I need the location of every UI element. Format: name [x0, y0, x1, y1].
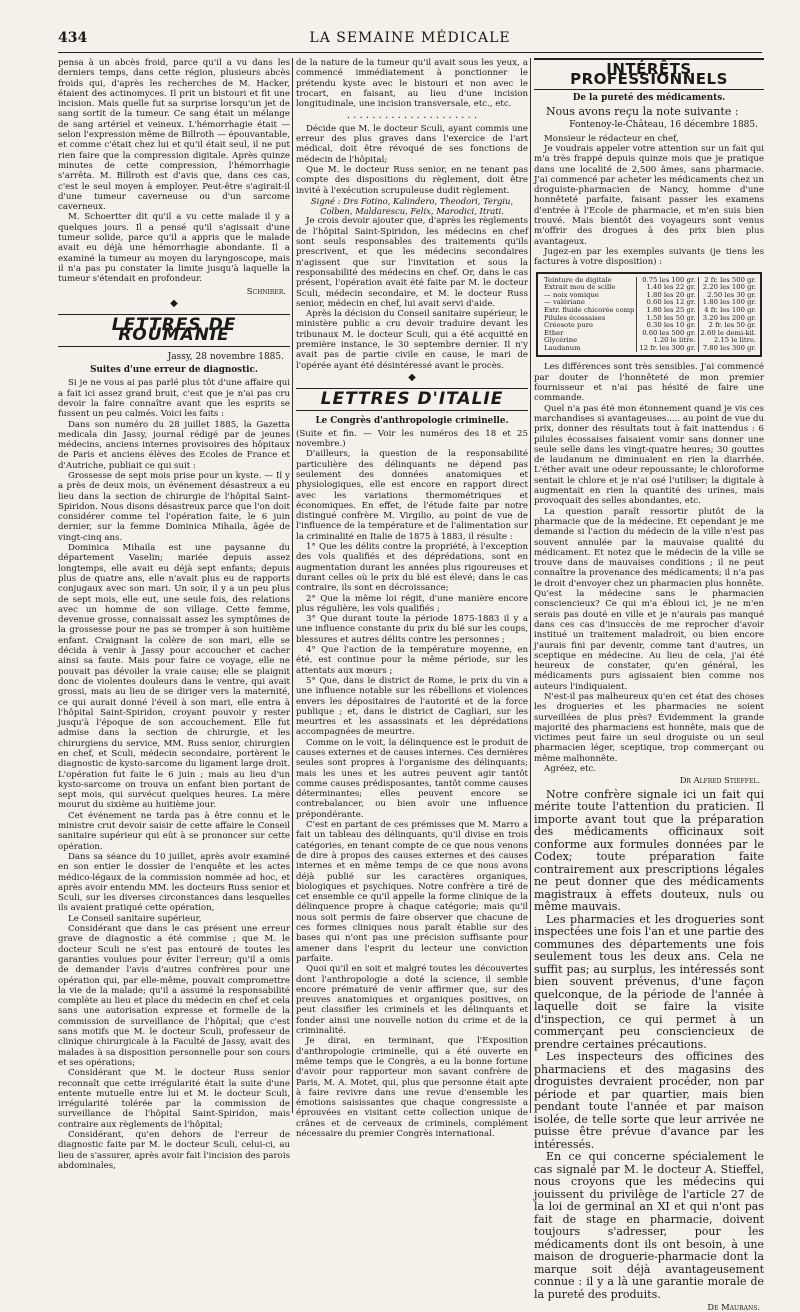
paragraph: Je voudrais appeler votre attention sur un fait qui m'a très frappé depuis quinze mois que je pratique dans une localité de 2,500 âmes, sans pharmacie. J'ai commencé par acheter les médicaments chez un droguiste-pharmacien de Nancy, homme d'une honnêteté parfaite, faisant passer les examens d'entrée à l'Ecole de pharmacie, et m'en suis bien trouvé. Mais bientôt des voyageurs sont venus m'offrir des drogues à des prix bien plus avantageux. — [534, 143, 764, 247]
column-separator — [530, 58, 531, 1113]
price-cell: 1.50 les 50 gr. — [637, 315, 698, 323]
column-2 — [296, 58, 528, 1139]
paragraph: N'est-il pas malheureux qu'en cet état des choses les drogueries et les pharmacies ne soient surveillées de plus près? Évidemment la grande majorité des pharmaciens est honnête, mais que de victimes peut faire un seul droguiste ou un seul pharmacien léger, sceptique, trop commerçant ou même malhonnête. — [534, 691, 764, 764]
price-cell: Laudanum — [542, 345, 637, 353]
paragraph: pensa à un abcès froid, parce qu'il a vu dans les derniers temps, dans cette région, plusieurs abcès froids qui, d'après les recherches de M. Hacker, étaient des actinomyces. Il prit un bistouri et fit une incision. Mais quelle fut sa surprise lorsqu'un jet de sang sortit de la tumeur. Ce sang était un mélange de sang artériel et veineux. L'hémorrhagie était — selon l'expression même de Billroth — épouvantable, et comme c'était chez lui et qu'il était seul, il ne put rien faire que la compression digitale. Après quinze minutes de cette compression, l'hémorrhagie s'arrêta. M. Billroth est d'avis que, dans ces cas, c'est le seul moyen à employer. Peut-être s'agirait-il d'une tumeur caverneuse ou d'un sarcome caverneux. — [58, 58, 290, 213]
divider-ornament: ◆ — [408, 371, 416, 383]
signature: De Maurans. — [707, 1302, 760, 1312]
price-cell: 4 fr. les 100 gr. — [704, 305, 757, 314]
price-table — [536, 272, 762, 358]
subheading: Suites d'une erreur de diagnostic. — [90, 365, 258, 376]
paragraph: Si je ne vous ai pas parlé plus tôt d'une affaire qui a fait ici assez grand bruit, c'est que je n'ai pas cru devoir la faire connaître avant que les esprits se fussent un peu calmés. Voici les faits : — [58, 378, 290, 420]
paragraph: Les inspecteurs des officines des pharmaciens et des magasins des droguistes devraient procéder, non par période et par quartier, mais bien pendant toute l'année et par maison isolée, de telle sorte que leur arrivée ne puisse être prévue d'avance par les intéressés. — [534, 1050, 764, 1151]
price-cell: 0.75 les 100 gr. — [637, 277, 698, 285]
price-cell: — noix vomique — [542, 292, 637, 300]
price-cell: 0.30 les 10 gr. — [637, 322, 698, 330]
paragraph: Que M. le docteur Russ senior, en ne tenant pas compte des dispositions du règlement, doit être invité à l'exécution scrupuleuse dudit règlement. — [296, 164, 528, 196]
paragraph: Nous avons reçu la note suivante : — [546, 104, 739, 118]
price-cell: Teinture de digitale — [542, 277, 637, 285]
section-title: LETTRES DE ROUMANIE — [111, 315, 237, 346]
price-cell: Glycérine — [542, 337, 637, 345]
price-cell: 1.40 les 22 gr. — [637, 284, 698, 292]
paragraph: Agréez, etc. — [544, 764, 597, 775]
column-separator — [292, 58, 293, 1113]
journal-title: LA SEMAINE MÉDICALE — [309, 30, 511, 46]
section-title: INTÉRÊTS PROFESSIONNELS — [534, 58, 764, 90]
paragraph: M. Schoertter dit qu'il a vu cette malade il y a quelques jours. Il a pensé qu'il s'agissait d'une tumeur solide, parce qu'il a appris que le malade avait eu déjà une hémorrhagie abondante. Il a examiné la tumeur au moyen du laryngoscope, mais il n'a pas pu constater la limite jusqu'à laquelle la tumeur s'étendait en profondeur. — [58, 212, 290, 285]
price-table-grid — [542, 277, 758, 353]
price-cell: Extr. fluide chicorée comp — [542, 307, 637, 315]
paragraph: Considérant que M. le docteur Russ senior reconnaît que cette irrégularité était la suite d'une entente mutuelle entre lui et M. le docteur Sculi, irrégularité tolérée par la commission de surveillance de l'hôpital Saint-Spiridon, mais contraire aux règlements de l'hôpital; — [58, 1068, 290, 1130]
paragraph: C'est en partant de ces prémisses que M. Marro a fait un tableau des délinquants, qu'il divise en trois catégories, en tenant compte de ce que nous venons de dire à propos des causes externes et des causes internes et en même temps de ce que nous avons déjà publié sur les caractères organiques, biologiques et psychiques. Notre confrère a tiré de cet ensemble ce qu'il appelle la forme clinique de la délinquence propre à chaque catégorie; mais qu'il nous soit permis de faire observer que chacune de ces formes cliniques nous paraît établie sur des bases qui n'ont pas une précision suffisante pour amener dans l'esprit du lecteur une conviction parfaite. — [296, 820, 528, 964]
price-cell: 1.80 les 25 gr. — [637, 307, 698, 315]
paragraph: Quoi qu'il en soit et malgré toutes les découvertes dont l'anthropologie a doté la science, il semble encore prématuré de venir affirmer que, sur des preuves anatomiques et organiques positives, on peut classifier les criminels et les délinquants et fonder ainsi une nouvelle notion du crime et de la criminalité. — [296, 964, 528, 1037]
price-cell: Ether — [542, 330, 637, 338]
paragraph: 3° Que durant toute la période 1875-1883 il y a une influence constante du prix du blé sur les coups, blessures et autres délits contre les personnes ; — [296, 614, 528, 645]
subheading: Le Congrès d'anthropologie criminelle. — [315, 415, 509, 426]
subheading: De la pureté des médicaments. — [572, 92, 726, 103]
price-cell: Créosote pure — [542, 322, 637, 330]
paragraph: Comme on le voit, la délinquence est le produit de causes externes et de causes internes. Ces dernières seules sont propres à l'organisme des délinquants; mais les unes et les autres peuvent agir tantôt comme causes prédisposantes, tantôt comme causes déterminantes; elles peuvent encore se contrebalancer, ou bien avoir une influence prépondérante. — [296, 737, 528, 820]
paragraph: 4° Que l'action de la température moyenne, en été, est continue pour la même période, sur les attentats aux mœurs ; — [296, 645, 528, 676]
price-cell: 2 fr. les 50 gr. — [708, 321, 757, 330]
paragraph: Grossesse de sept mois prise pour un kyste. — Il y a près de deux mois, un événement désastreux a eu lieu dans la section de chirurgie de l'hôpital Saint-Spiridon. Nous disons désastreux parce que l'on doit considérer comme tel l'opération faite, le 6 juin dernier, sur la femme Dominica Mihaila, âgée de vingt-cinq ans. — [58, 470, 290, 543]
signature: Schnirer. — [246, 285, 286, 296]
paragraph: 5° Que, dans le district de Rome, le prix du vin a une influence notable sur les rébellions et violences envers les dépositaires de l'autorité et de la force publique ; et, dans le district de Cagliari, sur les meurtres et les assassinats et les déprédations accompagnées de meurtre. — [296, 675, 528, 738]
signatories: Signé : Drs Fotino, Kalindero, Theodori, Tergiu, Colben, Maldarescu, Felix, Marodici, Itrati. — [310, 195, 514, 217]
paragraph: En ce qui concerne spécialement le cas signalé par M. le docteur A. Stieffel, nous croyons que les médecins qui jouissent du privilège de l'article 27 de la loi de germinal an XI et qui n'ont pas fait de stage en pharmacie, doivent toujours s'adresser, pour les médicaments dont ils ont besoin, à une maison de droguerie-pharmacie dont la marque soit déjà avantageusement connue : il y a là une garantie morale de la pureté des produits. — [534, 1150, 764, 1301]
paragraph: Les pharmacies et les drogueries sont inspectées une fois l'an et une partie des communes des départements une fois seulement tous les deux ans. Cela ne suffit pas; au surplus, les intéressés sont bien souvent prévenus, d'une façon quelconque, de la période de l'année à laquelle doit se faire la visite d'inspection, ce qui permet à un commerçant peu consciencieux de prendre certaines précautions. — [534, 912, 764, 1051]
price-cell: 1.20 le litre. — [637, 337, 698, 345]
paragraph: Notre confrère signale ici un fait qui mérite toute l'attention du praticien. Il importe avant tout que la préparation des médicaments officinaux soit conforme aux formules données par le Codex; toute préparation faite contrairement aux prescriptions légales ne peut donner que des médicaments magistraux à effets douteux, nuls ou même mauvais. — [534, 787, 764, 914]
paragraph: Les différences sont très sensibles. J'ai commencé par douter de l'honnêteté de mon premier fournisseur et n'ai pas hésité de faire une commande. — [534, 362, 764, 404]
dateline: Jassy, 28 novembre 1885. — [167, 351, 284, 362]
price-cell: 1.80 les 20 gr. — [637, 292, 698, 300]
dateline: Fontenoy-le-Château, 16 décembre 1885. — [569, 120, 758, 131]
paragraph: Le Conseil sanitaire supérieur, — [68, 913, 202, 924]
page-header — [58, 30, 762, 53]
paragraph: Décide que M. le docteur Sculi, ayant commis une erreur des plus graves dans l'exercice de l'art médical, doit être révoqué de ses fonctions de médecin de l'hôpital; — [296, 123, 528, 165]
price-cell: Pilules écossaises — [542, 315, 637, 323]
price-row — [542, 345, 758, 353]
paragraph: Considérant, qu'en dehors de l'erreur de diagnostic faite par M. le docteur Sculi, celui-ci, au lieu de s'assurer, après avoir fait l'incision des parois abdominales, — [58, 1129, 290, 1171]
price-cell: 2.60 le demi-kil. — [700, 328, 757, 337]
paragraph: Après la décision du Conseil sanitaire supérieur, le ministère public a cru devoir traduire devant les tribunaux M. le docteur Sculi, qui a été acquitté en première instance, le 30 septembre dernier. Il n'y avait pas de partie civile en cause, le mari de l'opérée ayant été désintéressé avant le procès. — [296, 309, 528, 371]
price-cell: 2 fr. les 500 gr. — [704, 275, 757, 284]
paragraph: Je dirai, en terminant, que l'Exposition d'anthropologie criminelle, qui a été ouverte en même temps que le Congrès, a eu la bonne fortune d'avoir pour rapporteur mon savant confrère de Paris, M. A. Motet, qui, plus que personne était apte à faire revivre dans une revue d'ensemble les émotions saisissantes que chaque congressiste a éprouvées en visitant cette collection unique de crânes et de cerveaux de criminels, complément nécessaire du premier Congrès international. — [296, 1036, 528, 1139]
paragraph: Quel n'a pas été mon étonnement quand je vis ces marchandises si avantageuses..... au point de vue du prix, donner des résultats tout à fait inattendus : 6 pilules écossaises faisaient vomir sans donner une seule selle dans les vingt-quatre heures; 30 gouttes de laudanum ne diminuaient en rien la diarrhée. L'éther avait une odeur repoussante; le chloroforme sentait le chlore et je n'ai osé l'utiliser; la digitale à augmentait en rien la quantité des urines, mais provoquait des selles abondantes, etc. — [534, 403, 764, 507]
price-cell: 0.60 les 500 gr. — [637, 330, 698, 338]
price-cell: 2.50 les 30 gr. — [707, 290, 757, 299]
divider-ornament: ◆ — [170, 297, 178, 309]
section-title: LETTRES D'ITALIE — [320, 389, 504, 410]
page-number: 434 — [58, 30, 88, 46]
price-cell: 2.20 les 100 gr. — [702, 283, 757, 292]
paragraph: 1° Que les délits contre la propriété, à l'exception des vols qualifiés et des déprédations, sont en augmentation durant les années plus rigoureuses et durant celles où le prix du blé est élevé; dans le cas contraire, ils sont en décroissance; — [296, 542, 528, 594]
dots-separator: . . . . . . . . . . . . . . . . . . . . . — [346, 110, 478, 122]
paragraph: Monsieur le rédacteur en chef, — [544, 133, 679, 144]
signature: Dr Alfred Stieffel. — [679, 775, 760, 786]
divider — [58, 346, 290, 347]
paragraph: Cet événement ne tarda pas à être connu et le ministre crut devoir saisir de cette affaire le Conseil sanitaire supérieur qui eût à se prononcer sur cette opération. — [58, 810, 290, 852]
paragraph: La question paraît ressortir plutôt de la pharmacie que de la médecine. Et cependant je me demande si l'action du médecin de la ville n'est pas souvent annulée par la mauvaise qualité du médicament. Et notez que le médecin de la ville se trouve dans de mauvaises conditions ; il ne peut connaître la provenance des médicaments; il n'a pas le droit d'envoyer chez un pharmacien plus honnête. Qu'est la médecine sans le pharmacien consciencieux? Ce qui m'a ébloui ici, je ne m'en serais pas douté en ville et je n'aurais pas manqué dans ces cas d'insuccès de me reprocher d'avoir institué un traitement maladroit, ou bien encore j'aurais fini par devenir, comme tant d'autres, un sceptique en médecine. Au lieu de cela, j'ai été heureux de constater, qu'en général, les médicaments purs agissaient bien comme nos auteurs l'indiquaient. — [534, 506, 764, 692]
continuation-note: (Suite et fin. — Voir les numéros des 18 et 25 novembre.) — [296, 428, 528, 450]
paragraph: Dominica Mihaila est une paysanne du département Vaselin; mariée depuis assez longtemps, elle avait eu déjà sept enfants; depuis plus de quatre ans, elle n'avait plus eu de rapports conjugaux avec son mari. Un soir, il y a un peu plus de sept mois, elle eut, une seule fois, des relations avec un homme de son village. Cette femme, devenue grosse, connaissait assez les symptômes de la grossesse pour ne pas se tromper à son huitième enfant. Craignant la colère de son mari, elle se décida à venir à Jassy pour accoucher et cacher ainsi sa faute. Mais pour faire ce voyage, elle ne pouvait pas dévoiler la vraie cause; elle se plaignit donc de violentes douleurs dans le ventre, qui avait grossi, mais au lieu de se diriger vers la maternité, ce qui aurait donné l'éveil à son mari, elle entra à l'hôpital Saint-Spiridon, croyant pouvoir y rester jusqu'à l'époque de son accouchement. Elle fut admise dans la section de chirurgie, et les chirurgiens du service, MM. Russ senior, chirurgien en chef, et Sculi, médecin secondaire, portèrent le diagnostic de kysto-sarcome du ligament large droit. L'opération fut faite le 6 juin ; mais au lieu d'un kysto-sarcome on trouva un enfant bien portant de sept mois, qui survécut quelques heures. La mère mourut du sixième au huitième jour. — [58, 543, 290, 811]
price-cell: — valériane — [542, 299, 637, 307]
paragraph: 2° Que la même loi régit, d'une manière encore plus régulière, les vols qualifiés ; — [296, 593, 528, 614]
divider — [296, 410, 528, 411]
paragraph: de la nature de la tumeur qu'il avait sous les yeux, a commencé immédiatement à ponctionner le prétendu kyste avec le bistouri et non avec le trocart, en faisant, au lieu d'une incision longitudinale, une incision transversale, etc., etc. — [296, 58, 528, 110]
paragraph: Je crois devoir ajouter que, d'après les règlements de l'hôpital Saint-Spiridon, les médecins en chef sont seuls responsables des traitements qu'ils prescrivent, et que les médecins secondaires n'agissent que sur l'invitation et sous la responsabilité des médecins en chef. Or, dans le cas présent, l'opération avait été faite par M. le docteur Sculi, médecin secondaire, et M. le docteur Russ senior, médecin en chef, lui avait servi d'aide. — [296, 216, 528, 309]
paragraph: Considérant que dans le cas présent une erreur grave de diagnostic a été commise ; que M. le docteur Sculi ne s'est pas entouré de toutes les garanties voulues pour éviter l'erreur; qu'il a omis de demander l'avis d'autres confrères pour une opération qui, par elle-même, pouvait compromettre la vie de la malade; qu'il a assumé la responsabilité complète au lieu et place du médecin en chef et cela sans une autorisation expresse et formelle de la commission de surveillance de l'hôpital; que c'est sans motifs que M. le docteur Sculi, professeur de clinique chirurgicale à la Faculté de Jassy, avait des malades à sa disposition personnelle pour son cours et ses opérations; — [58, 924, 290, 1068]
price-cell: 1.80 les 100 gr. — [702, 298, 757, 307]
price-cell: Extrait mou de scille — [542, 284, 637, 292]
price-cell: 7.80 les 300 gr. — [702, 343, 757, 352]
paragraph: Dans son numéro du 28 juillet 1885, la Gazetta medicala din Jassy, journal rédigé par de jeunes médecins, anciens internes provisoires des hôpitaux de Paris et anciens élèves des Ecoles de France et d'Autriche, publiait ce qui suit : — [58, 419, 290, 471]
column-3 — [534, 58, 764, 1312]
paragraph: Jugez-en par les exemples suivants (je tiens les factures à votre disposition) : — [534, 246, 764, 268]
column-1 — [58, 58, 290, 1171]
price-cell: 2.15 le litre. — [713, 336, 757, 345]
price-cell: 0.60 les 12 gr. — [637, 299, 698, 307]
price-cell: 3.20 les 200 gr. — [702, 313, 757, 322]
paragraph: D'ailleurs, la question de la responsabilité particulière des délinquants ne dépend pas seulement des données anatomiques et physiologiques, elle est encore en rapport direct avec les variations thermométriques et économiques. En effet, de l'étude faite par notre distingué confrère M. Virgilio, au point de vue de l'influence de la température et de l'alimentation sur la criminalité en Italie de 1875 à 1883, il résulte : — [296, 449, 528, 542]
paragraph: Dans sa séance du 10 juillet, après avoir examiné en son entier le dossier de l'enquête et les actes médico-légaux de la commission nommée ad hoc, et après avoir entendu MM. les docteurs Russ senior et Sculi, sur les diverses circonstances dans lesquelles ils avaient pratiqué cette opération, — [58, 851, 290, 914]
price-cell: 12 fr. les 300 gr. — [637, 345, 698, 353]
